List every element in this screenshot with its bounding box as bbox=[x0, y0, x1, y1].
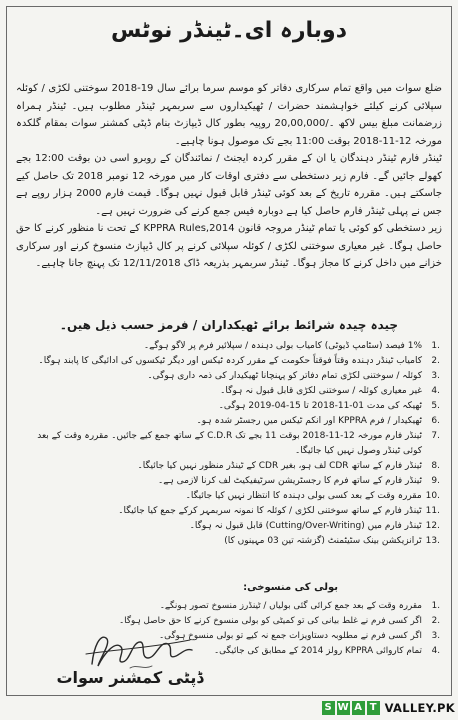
item-text: ٹینڈر فارم کے ساتھ فرم کا رجسٹریشن سرٹیفیکیٹ لف کرنا لازمی ہے۔ bbox=[157, 476, 422, 486]
notice-paragraph: ٹینڈر فارم ٹینڈر دہندگان یا ان کے مقرر کردہ ایجنٹ / نمائندگان کے روبرو اسی دن بوقت 12:00 بجے کھولے جائیں گے۔ فارم زیر دستخطی سے دفتری اوقات کار میں مورخہ 12 نومبر 2018 تک حاصل کیے جاسکتے ہیں۔ مقررہ تاریخ کے بعد کوئی ٹینڈر قابل قبول نہیں ہوگا۔ قیمت فارم 2000 ہزار روپے ہے جس نے پہلی ٹینڈر فارم حاصل کیا ہے دوبارہ فیس جمع کرنے کی ضرورت نہیں ہے۔ bbox=[16, 153, 442, 217]
condition-item bbox=[18, 519, 440, 534]
item-text: مقررہ وقت کے بعد کسی بولی دہندہ کا انتظار نہیں کیا جائیگا۔ bbox=[185, 491, 422, 501]
condition-item bbox=[18, 459, 440, 474]
cancellation-item bbox=[70, 599, 440, 614]
condition-item bbox=[18, 354, 440, 369]
item-text: ٹینڈر فارم مورخہ 12-11-2018 بوقت 11 بجے تک C.D.R کے ساتھ جمع کیے جائیں۔ مقررہ وقت کے بعد کوئی ٹینڈر وصول نہیں کیا جائیگا۔ bbox=[37, 431, 422, 456]
item-number: 4. bbox=[431, 386, 440, 396]
conditions-heading: چیدہ چیدہ شرائط برائے ٹھیکداران / فرمز حسب ذیل ھیں۔ bbox=[59, 318, 399, 332]
item-number: 11. bbox=[425, 506, 440, 516]
item-text: ٹھیکہ کی مدت 01-11-2018 تا 15-04-2019 ہوگی۔ bbox=[218, 401, 422, 411]
item-text: مقررہ وقت کے بعد جمع کرائی گئی بولیاں / ٹینڈرز منسوخ تصور ہونگے۔ bbox=[159, 601, 422, 611]
item-number: 3. bbox=[431, 371, 440, 381]
item-text: ٹینڈر فارم میں (Cutting/Over-Writing) قابل قبول نہ ہوگا۔ bbox=[189, 521, 422, 531]
item-number: 8. bbox=[431, 461, 440, 471]
item-text: ٹینڈر فارم کے ساتھ CDR لف ہو، بغیر CDR کے ٹینڈر منظور نہیں کیا جائیگا۔ bbox=[137, 461, 422, 471]
cancellation-heading: بولی کی منسوخی: bbox=[243, 582, 338, 593]
item-number: 4. bbox=[431, 646, 440, 656]
item-text: اگر کسی فرم نے غلط بیانی کی تو کمیٹی کو بولی منسوخ کرنے کا حق حاصل ہوگا۔ bbox=[119, 616, 422, 626]
condition-item bbox=[18, 414, 440, 429]
item-text: اگر کسی فرم نے مطلوبہ دستاویزات جمع نہ کیے تو بولی منسوخ ہوگی۔ bbox=[158, 631, 422, 641]
item-number: 7. bbox=[431, 431, 440, 441]
notice-paragraph: ضلع سوات میں واقع تمام سرکاری دفاتر کو موسم سرما برائے سال 19-2018 سوختنی لکڑی / کوئلہ سپلائی کرنے کیلئے خواہشمند حضرات / ٹھیکیداروں سے سربمہر ٹینڈر مطلوب ہیں۔ ٹینڈر ہمراہ زرضمانت مبلغ بیس لاکھ ۔/20,00,000 روپیہ بطور کال ڈیپازٹ بنام ڈپٹی کمشنر سوات بمقام گلکدہ مورخہ 12-11-2018 بوقت 11:00 بجے تک موصول ہونا چاہیے۔ bbox=[16, 83, 442, 147]
item-number: 2. bbox=[431, 356, 440, 366]
condition-item bbox=[18, 429, 440, 459]
notice-body bbox=[16, 80, 442, 316]
item-number: 3. bbox=[431, 631, 440, 641]
item-text: ٹھیکیدار / فرم KPPRA اور انکم ٹیکس میں رجسٹر شدہ ہو۔ bbox=[196, 416, 422, 426]
cancellation-item bbox=[70, 614, 440, 629]
item-number: 9. bbox=[431, 476, 440, 486]
watermark-letter: T bbox=[367, 701, 380, 715]
item-number: 5. bbox=[431, 401, 440, 411]
condition-item bbox=[18, 369, 440, 384]
condition-item bbox=[18, 534, 440, 549]
condition-item bbox=[18, 339, 440, 354]
watermark-letter: W bbox=[337, 702, 349, 713]
watermark-letter: S bbox=[322, 701, 335, 715]
item-number: 1. bbox=[431, 341, 440, 351]
item-text: ٹینڈر فارم کے ساتھ سوختنی لکڑی / کوئلہ کا نمونہ سربمہر کرکے جمع کیا جائیگا۔ bbox=[118, 506, 422, 516]
notice-title: دوبارہ ای۔ٹینڈر نوٹس bbox=[111, 18, 347, 43]
item-number: 2. bbox=[431, 616, 440, 626]
condition-item bbox=[18, 474, 440, 489]
item-number: 6. bbox=[431, 416, 440, 426]
condition-item bbox=[18, 399, 440, 414]
condition-item bbox=[18, 489, 440, 504]
item-text: کوئلہ / سوختنی لکڑی تمام دفاتر کو پہنچانا ٹھیکیدار کی ذمہ داری ہوگی۔ bbox=[147, 371, 422, 381]
item-number: 13. bbox=[425, 536, 440, 546]
item-number: 12. bbox=[425, 521, 440, 531]
watermark-suffix: VALLEY.PK bbox=[384, 701, 455, 715]
item-text: 1% فیصد (سٹامپ ڈیوٹی) کامیاب بولی دہندہ / سپلائیر فرم پر لاگو ہوگے۔ bbox=[143, 341, 422, 351]
signatory-title: ڈپٹی کمشنر سوات bbox=[56, 668, 204, 687]
condition-item bbox=[18, 504, 440, 519]
item-number: 1. bbox=[431, 601, 440, 611]
notice-paragraph: زیر دستخطی کو کوئی یا تمام ٹینڈر مروجہ قانون KPPRA Rules,2014 کے تحت نا منظور کرنے کا حق حاصل ہوگا۔ غیر معیاری سوختنی لکڑی / کوئلہ سپلائی کرنے پر کال ڈیپازٹ منسوخ کرنے اور سرکاری خزانے میں داخل کرنے کا مجاز ہوگا۔ ٹینڈر سربمہر بذریعہ ڈاک 12/11/2018 تک پہنچ جانا چاہیے۔ bbox=[16, 223, 442, 269]
item-text: تمام کاروائی KPPRA رولز 2014 کے مطابق کی جائیگی۔ bbox=[213, 646, 422, 656]
item-text: ٹرانزیکشن بینک سٹیٹمنٹ (گزشتہ تین 03 مہینوں کا) bbox=[224, 536, 422, 546]
item-number: 10. bbox=[425, 491, 440, 501]
item-text: غیر معیاری کوئلہ / سوختنی لکڑی قابل قبول نہ ہوگا۔ bbox=[220, 386, 422, 396]
conditions-list bbox=[18, 339, 440, 580]
watermark-letter: A bbox=[352, 701, 365, 715]
item-text: کامیاب ٹینڈر دہندہ وقتاً فوقتاً حکومت کے مقرر کردہ ٹیکس اور دیگر ٹیکسوں کی ادائیگی کا پابند ہوگا۔ bbox=[38, 356, 422, 366]
site-watermark bbox=[322, 699, 455, 717]
condition-item bbox=[18, 384, 440, 399]
